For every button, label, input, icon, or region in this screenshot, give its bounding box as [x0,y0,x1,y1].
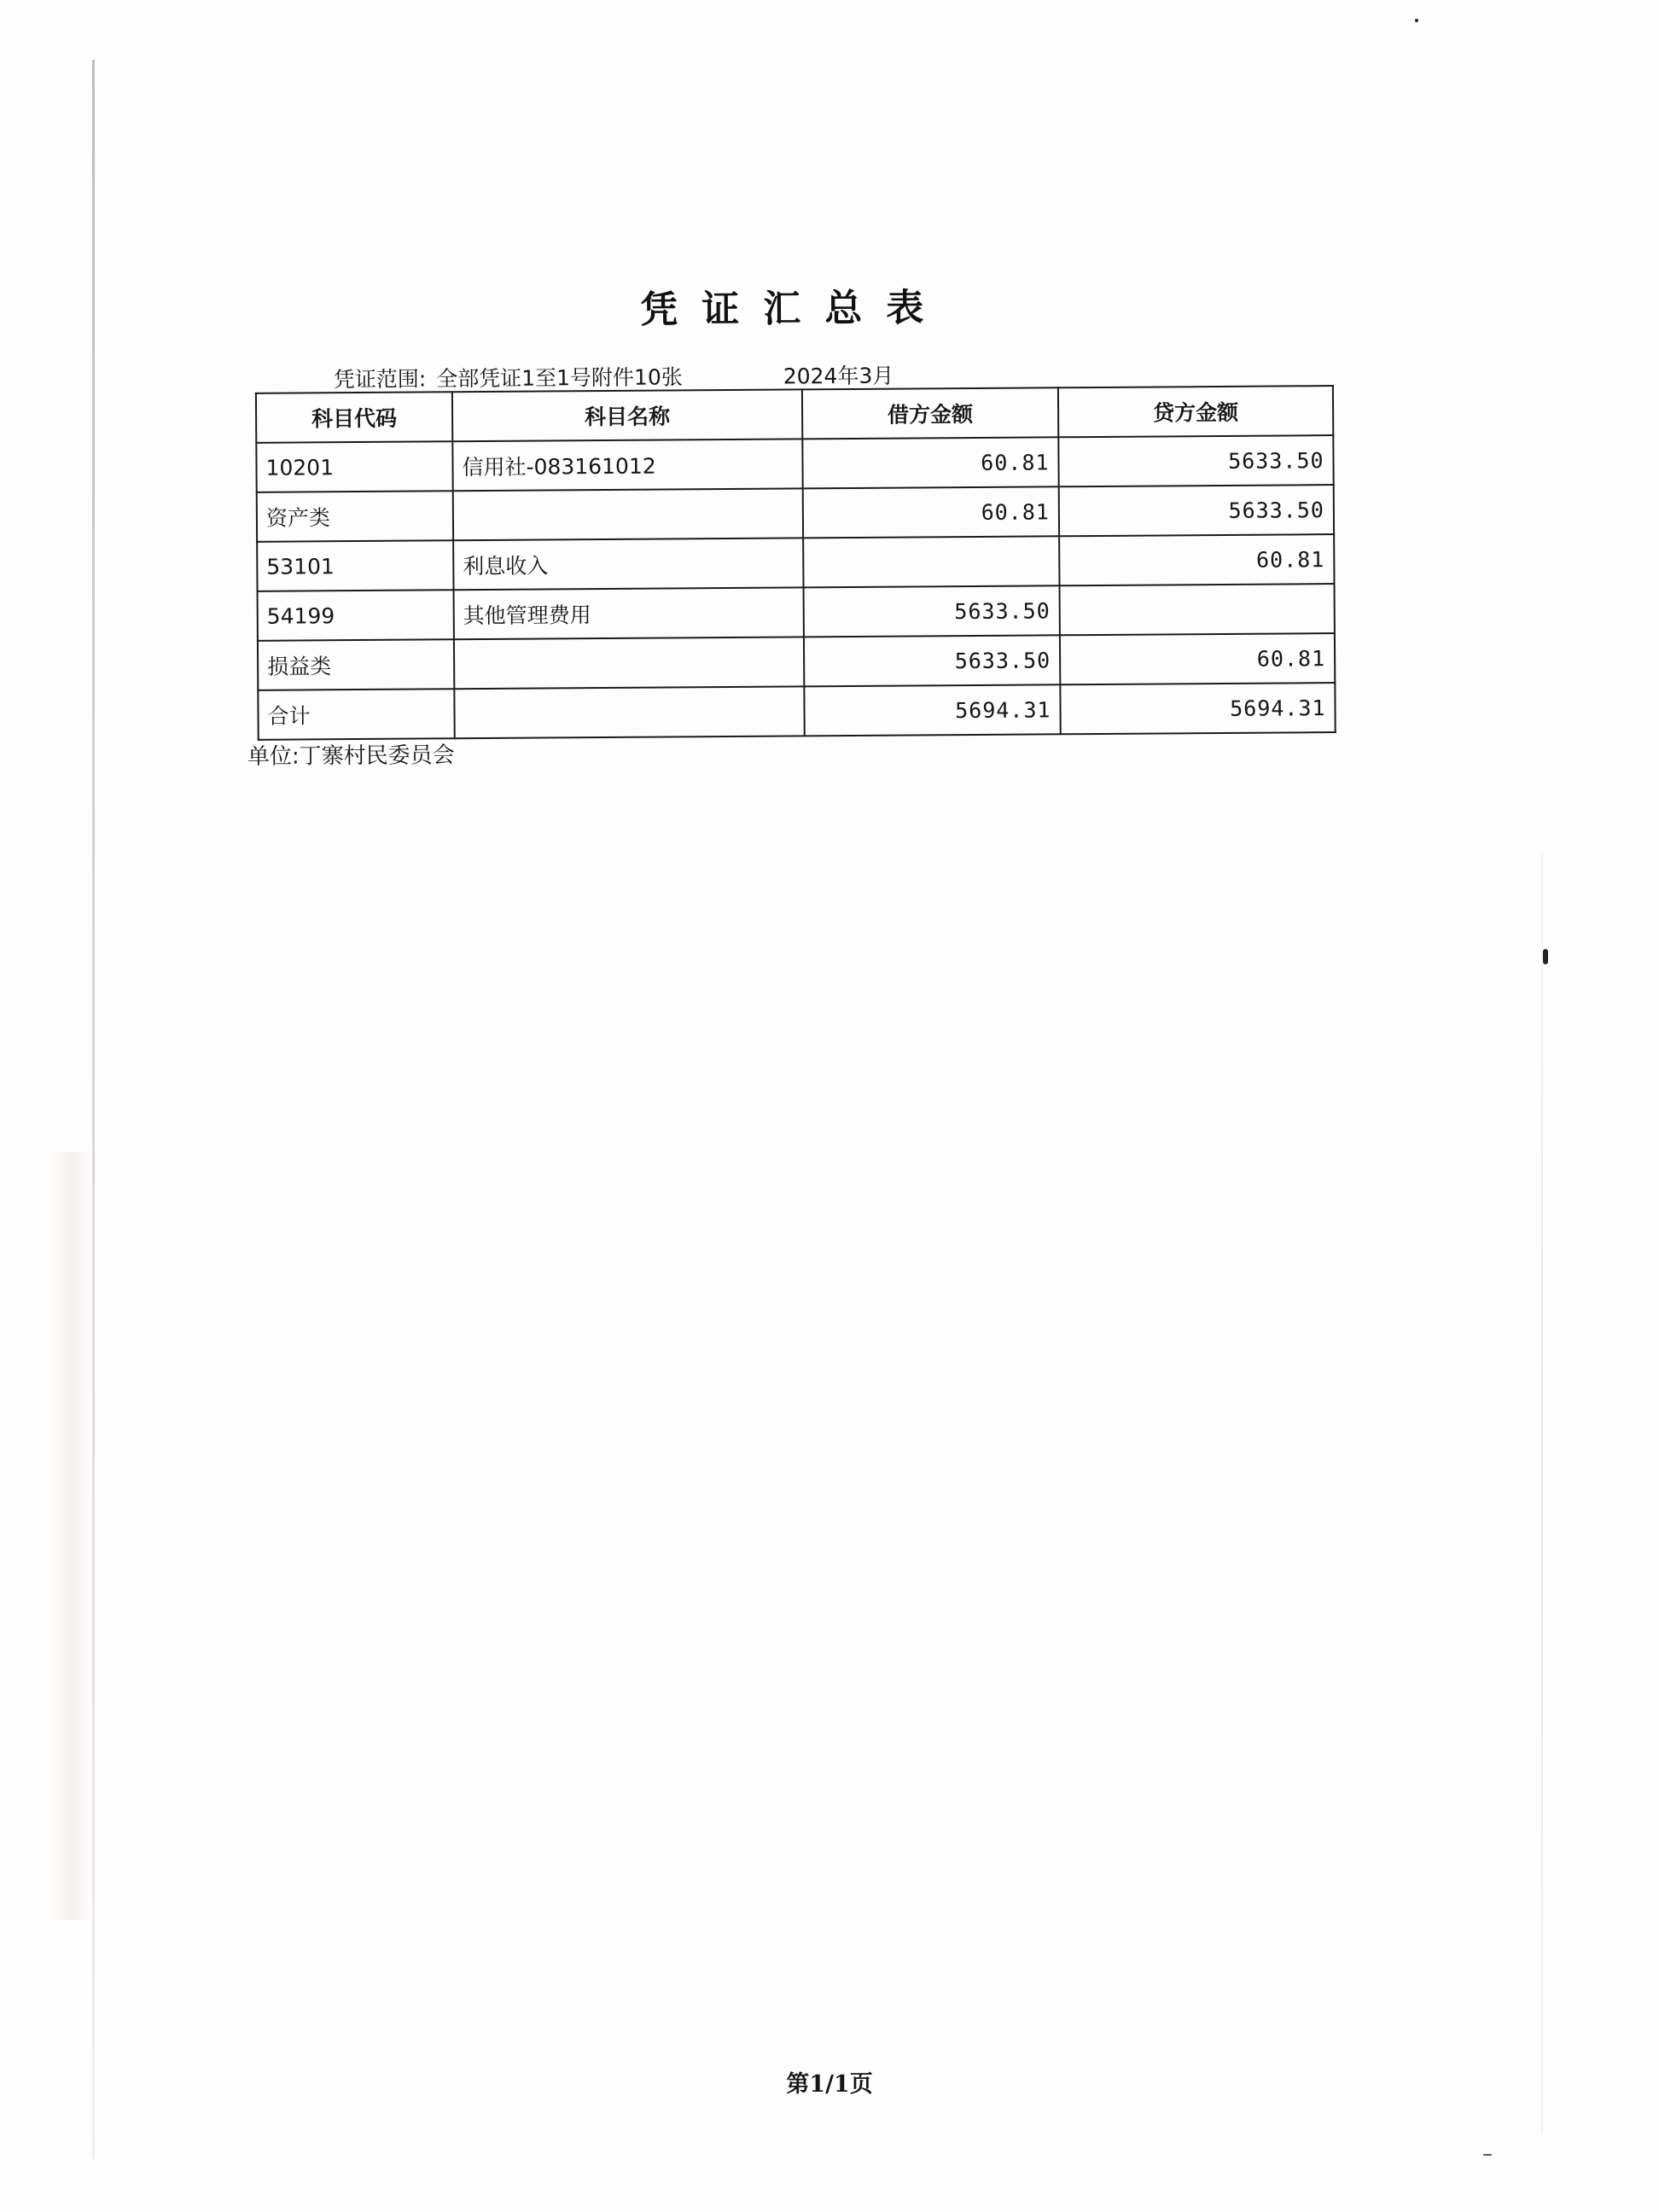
account-code-cell: 53101 [257,540,453,591]
table-row [258,633,1335,690]
account-name-cell: 利息收入 [453,538,803,590]
credit-amount-cell [1060,584,1335,635]
account-code-cell: 10201 [256,441,452,492]
table-row [257,485,1334,542]
organization-unit: 单位:丁寨村民委员会 [247,742,455,770]
column-header-account-code: 科目代码 [256,392,452,443]
credit-amount-cell: 5633.50 [1058,435,1333,486]
account-code-cell: 54199 [258,590,454,641]
voucher-summary-document [239,274,1352,794]
account-name-cell [454,686,804,738]
page-number: 第1/1页 [786,2071,873,2098]
table-row [256,435,1333,492]
scan-speck [1543,949,1548,964]
credit-amount-cell: 60.81 [1060,633,1335,684]
voucher-summary-table [255,385,1336,741]
scope-label: 凭证范围: [333,366,427,393]
scan-speck [1483,2154,1492,2156]
debit-amount-cell: 60.81 [802,437,1058,488]
category-subtotal-label: 资产类 [257,491,453,542]
paper-right-edge [1541,853,1543,2133]
debit-amount-cell: 5633.50 [804,635,1060,686]
account-name-cell [454,637,804,689]
debit-amount-cell: 5633.50 [804,585,1060,637]
table-row [258,584,1335,641]
column-header-account-name: 科目名称 [452,389,802,441]
credit-amount-cell: 5633.50 [1059,485,1334,536]
scan-speck [1415,19,1418,22]
column-header-credit-amount: 贷方金额 [1058,386,1333,437]
scope-value: 全部凭证1至1号附件10张 [436,364,683,392]
total-credit-amount: 5694.31 [1060,683,1335,734]
account-name-cell [453,488,803,540]
table-row [257,534,1334,591]
table-total-row [258,683,1335,740]
document-title: 凭证汇总表 [640,286,948,332]
paper-left-edge [92,60,95,2159]
total-label: 合计 [258,689,454,740]
total-debit-amount: 5694.31 [804,684,1060,736]
period-label: 2024年3月 [783,363,894,389]
paper-edge-shade [51,1152,92,1920]
account-name-cell: 其他管理费用 [454,587,804,639]
credit-amount-cell: 60.81 [1059,534,1334,585]
column-header-debit-amount: 借方金额 [802,387,1058,439]
debit-amount-cell: 60.81 [803,486,1059,538]
table-header-row [256,386,1333,443]
account-name-cell: 信用社-083161012 [452,439,802,491]
category-subtotal-label: 损益类 [258,639,454,690]
debit-amount-cell [803,536,1059,587]
